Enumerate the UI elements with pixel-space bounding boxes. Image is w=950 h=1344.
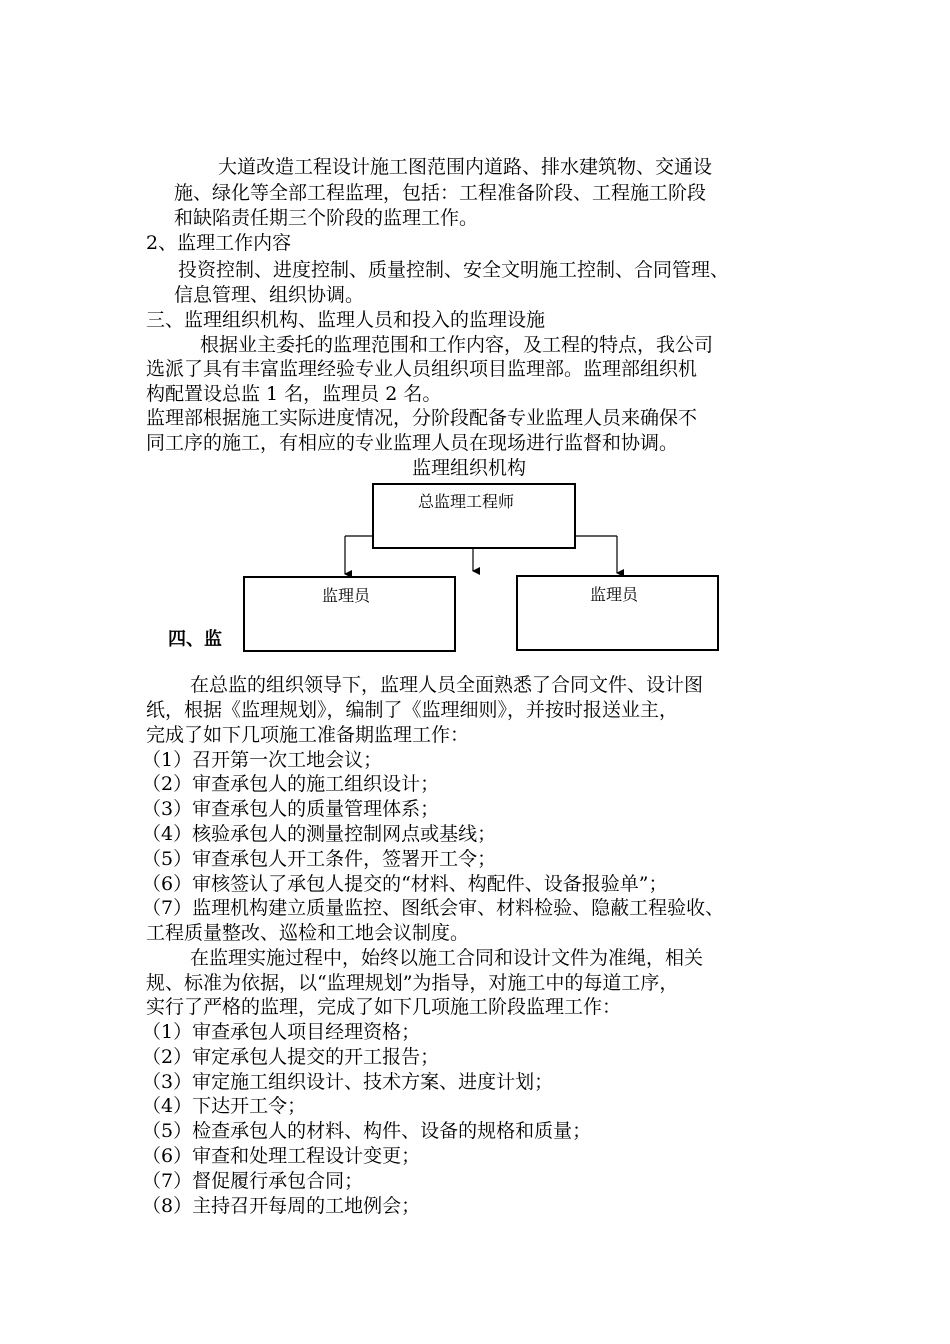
section3-heading: 三、监理组织机构、监理人员和投入的监理设施 bbox=[146, 309, 546, 331]
construction-item: （4）下达开工令； bbox=[142, 1095, 307, 1117]
section4-intro-1: 在总监的组织领导下，监理人员全面熟悉了合同文件、设计图 bbox=[190, 674, 704, 696]
supervisor-label-right: 监理员 bbox=[590, 585, 639, 604]
construction-item: （3）审定施工组织设计、技术方案、进度计划； bbox=[142, 1071, 554, 1093]
construction-item: （5）检查承包人的材料、构件、设备的规格和质量； bbox=[142, 1120, 592, 1142]
construction-item: （1）审查承包人项目经理资格； bbox=[142, 1021, 421, 1043]
supervisor-box-right bbox=[516, 575, 719, 651]
construction-item: （6）审查和处理工程设计变更； bbox=[142, 1145, 421, 1167]
section3-body-4: 监理部根据施工实际进度情况，分阶段配备专业监理人员来确保不 bbox=[146, 407, 698, 429]
chief-supervisor-label: 总监理工程师 bbox=[418, 492, 515, 511]
prep-item-continued: 工程质量整改、巡检和工地会议制度。 bbox=[146, 922, 470, 944]
supervisor-label-left: 监理员 bbox=[322, 586, 371, 605]
section3-body-3: 构配置设总监 1 名，监理员 2 名。 bbox=[146, 383, 442, 405]
scope-line-1: 大道改造工程设计施工图范围内道路、排水建筑物、交通设 bbox=[218, 156, 713, 178]
section3-body-5: 同工序的施工，有相应的专业监理人员在现场进行监督和协调。 bbox=[146, 432, 679, 454]
section4-intro-2: 纸，根据《监理规划》，编制了《监理细则》，并按时报送业主， bbox=[146, 699, 679, 721]
construction-item: （7）督促履行承包合同； bbox=[142, 1170, 364, 1192]
section3-body-2: 选派了具有丰富监理经验专业人员组织项目监理部。监理部组织机 bbox=[146, 358, 698, 380]
supervisor-box-left bbox=[243, 576, 456, 652]
section4-intro-3: 完成了如下几项施工准备期监理工作： bbox=[146, 724, 470, 746]
prep-item: （3）审查承包人的质量管理体系； bbox=[142, 798, 440, 820]
section2-body-2: 信息管理、组织协调。 bbox=[174, 284, 365, 306]
section3-body-1: 根据业主委托的监理范围和工作内容，及工程的特点，我公司 bbox=[200, 334, 714, 356]
section2-heading: 2、监理工作内容 bbox=[146, 232, 292, 254]
construction-intro-3: 实行了严格的监理，完成了如下几项施工阶段监理工作： bbox=[146, 996, 622, 1018]
construction-intro-2: 规、标准为依据，以“监理规划”为指导，对施工中的每道工序， bbox=[146, 972, 679, 994]
construction-item: （8）主持召开每周的工地例会； bbox=[142, 1195, 421, 1217]
section4-heading: 四、监 bbox=[168, 629, 222, 650]
prep-item: （1）召开第一次工地会议； bbox=[142, 749, 383, 771]
scope-line-2: 施、绿化等全部工程监理，包括：工程准备阶段、工程施工阶段 bbox=[174, 182, 707, 204]
prep-item: （5）审查承包人开工条件，签署开工令； bbox=[142, 848, 497, 870]
prep-item: （2）审查承包人的施工组织设计； bbox=[142, 773, 440, 795]
chief-supervisor-box bbox=[372, 483, 576, 549]
prep-item: （6）审核签认了承包人提交的“材料、构配件、设备报验单”； bbox=[142, 873, 668, 895]
section2-body-1: 投资控制、进度控制、质量控制、安全文明施工控制、合同管理、 bbox=[178, 259, 730, 281]
scope-line-3: 和缺陷责任期三个阶段的监理工作。 bbox=[174, 207, 479, 229]
prep-item: （4）核验承包人的测量控制网点或基线； bbox=[142, 823, 497, 845]
construction-item: （2）审定承包人提交的开工报告； bbox=[142, 1046, 440, 1068]
construction-intro-1: 在监理实施过程中，始终以施工合同和设计文件为准绳，相关 bbox=[190, 947, 704, 969]
org-chart-title: 监理组织机构 bbox=[412, 457, 527, 479]
prep-item: （7）监理机构建立质量监控、图纸会审、材料检验、隐蔽工程验收、 bbox=[142, 897, 725, 919]
